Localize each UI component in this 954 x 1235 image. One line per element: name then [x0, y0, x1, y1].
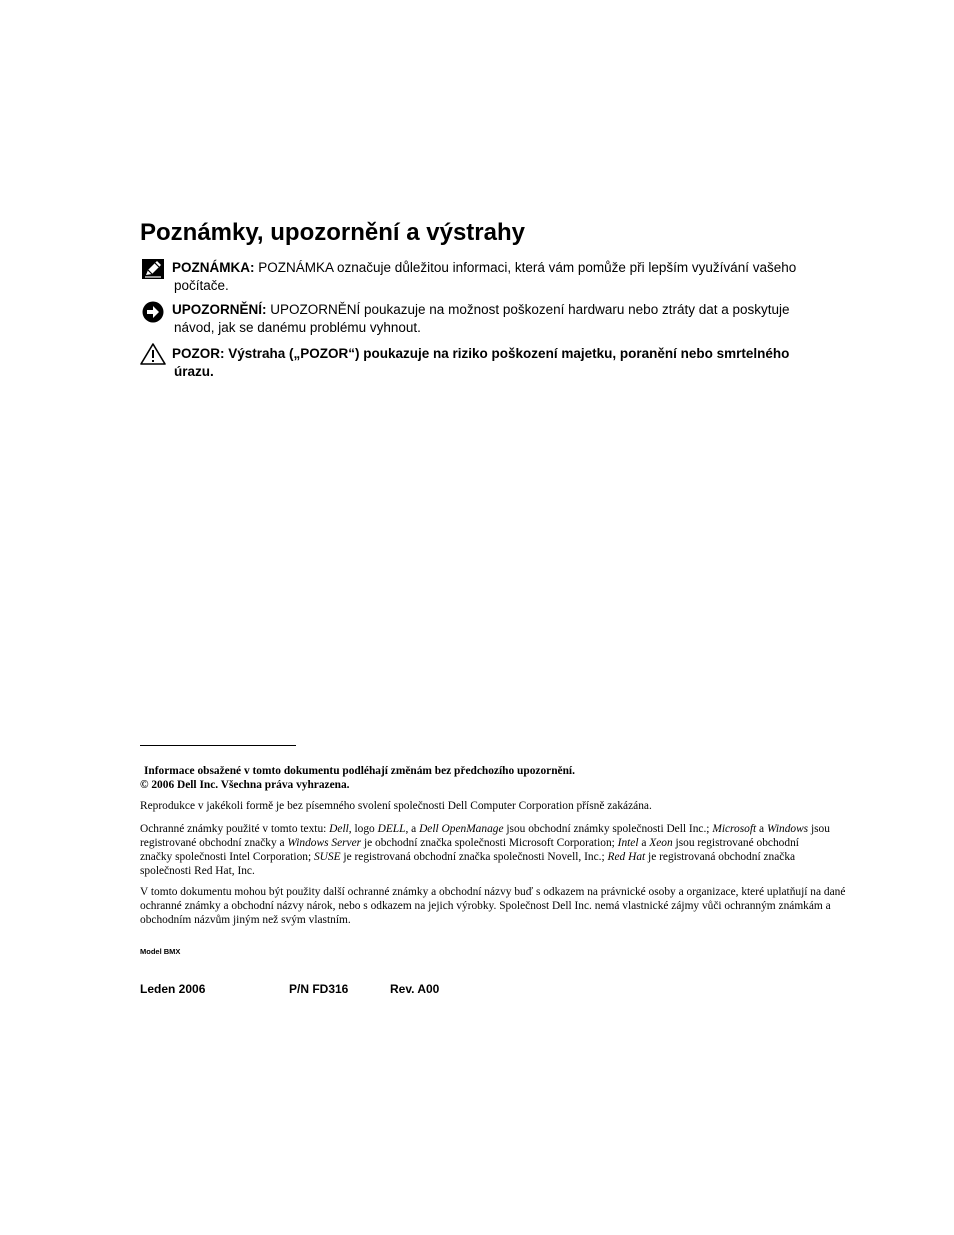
footer-date: Leden 2006 — [140, 982, 206, 996]
warning-triangle-icon — [140, 343, 166, 370]
notice-arrow-icon — [142, 301, 164, 328]
notice-block — [140, 301, 840, 337]
footer-part-number: P/N FD316 — [289, 982, 349, 996]
notice-text-cont: návod, jak se danému problému vyhnout. — [174, 320, 421, 335]
caution-text: Výstraha („POZOR“) poukazuje na riziko poškození majetku, poranění nebo smrtelného — [224, 346, 790, 361]
note-pencil-icon — [142, 259, 164, 284]
reproduction-notice: Reprodukce v jakékoli formě je bez písemného svolení společnosti Dell Computer Corporation přísně zakázána. — [140, 800, 652, 812]
divider — [140, 745, 296, 746]
info-line: Informace obsažené v tomto dokumentu podléhají změnám bez předchozího upozornění. — [144, 765, 575, 777]
note-text-cont: počítače. — [174, 278, 229, 293]
info-block — [140, 764, 850, 792]
note-label: POZNÁMKA: — [172, 260, 255, 275]
copyright: © 2006 Dell Inc. Všechna práva vyhrazena. — [140, 779, 350, 791]
caution-block — [140, 345, 840, 381]
caution-text-cont: úrazu. — [174, 364, 214, 379]
trademarks-paragraph: Ochranné známky použité v tomto textu: Dell, logo DELL, a Dell OpenManage jsou obchodní známky společnosti Dell Inc.; Microsoft a Windows jsou registrované obchodní značky a Windows Server je obchodní značka společnosti Microsoft Corporation; Intel a Xeon jsou registrované obchodní značky společnosti Intel Corporation; SUSE je registrovaná obchodní značka společnosti Novell, Inc.; Red Hat je registrovaná obchodní značka společnosti Red Hat, Inc. — [140, 823, 830, 877]
notice-text: UPOZORNĚNÍ poukazuje na možnost poškození hardwaru nebo ztráty dat a poskytuje — [266, 302, 790, 317]
notice-label: UPOZORNĚNÍ: — [172, 302, 267, 317]
note-block — [140, 259, 840, 295]
model-label: Model BMX — [140, 947, 181, 956]
caution-label: POZOR: — [172, 346, 225, 361]
page-title: Poznámky, upozornění a výstrahy — [140, 219, 525, 246]
footer-revision: Rev. A00 — [390, 982, 440, 996]
other-marks-paragraph: V tomto dokumentu mohou být použity další ochranné známky a obchodní názvy buď s odkazem na právnické osoby a organizace, které uplatňují na dané ochranné známky a obchodní názvy nárok, nebo s odkazem na jejich výrobky. Společnost Dell Inc. nemá vlastnické zájmy vůči ochranným známkám a obchodním názvům jiným než svým vlastním. — [140, 886, 846, 926]
note-text: POZNÁMKA označuje důležitou informaci, která vám pomůže při lepším využívání vašeho — [254, 260, 797, 275]
